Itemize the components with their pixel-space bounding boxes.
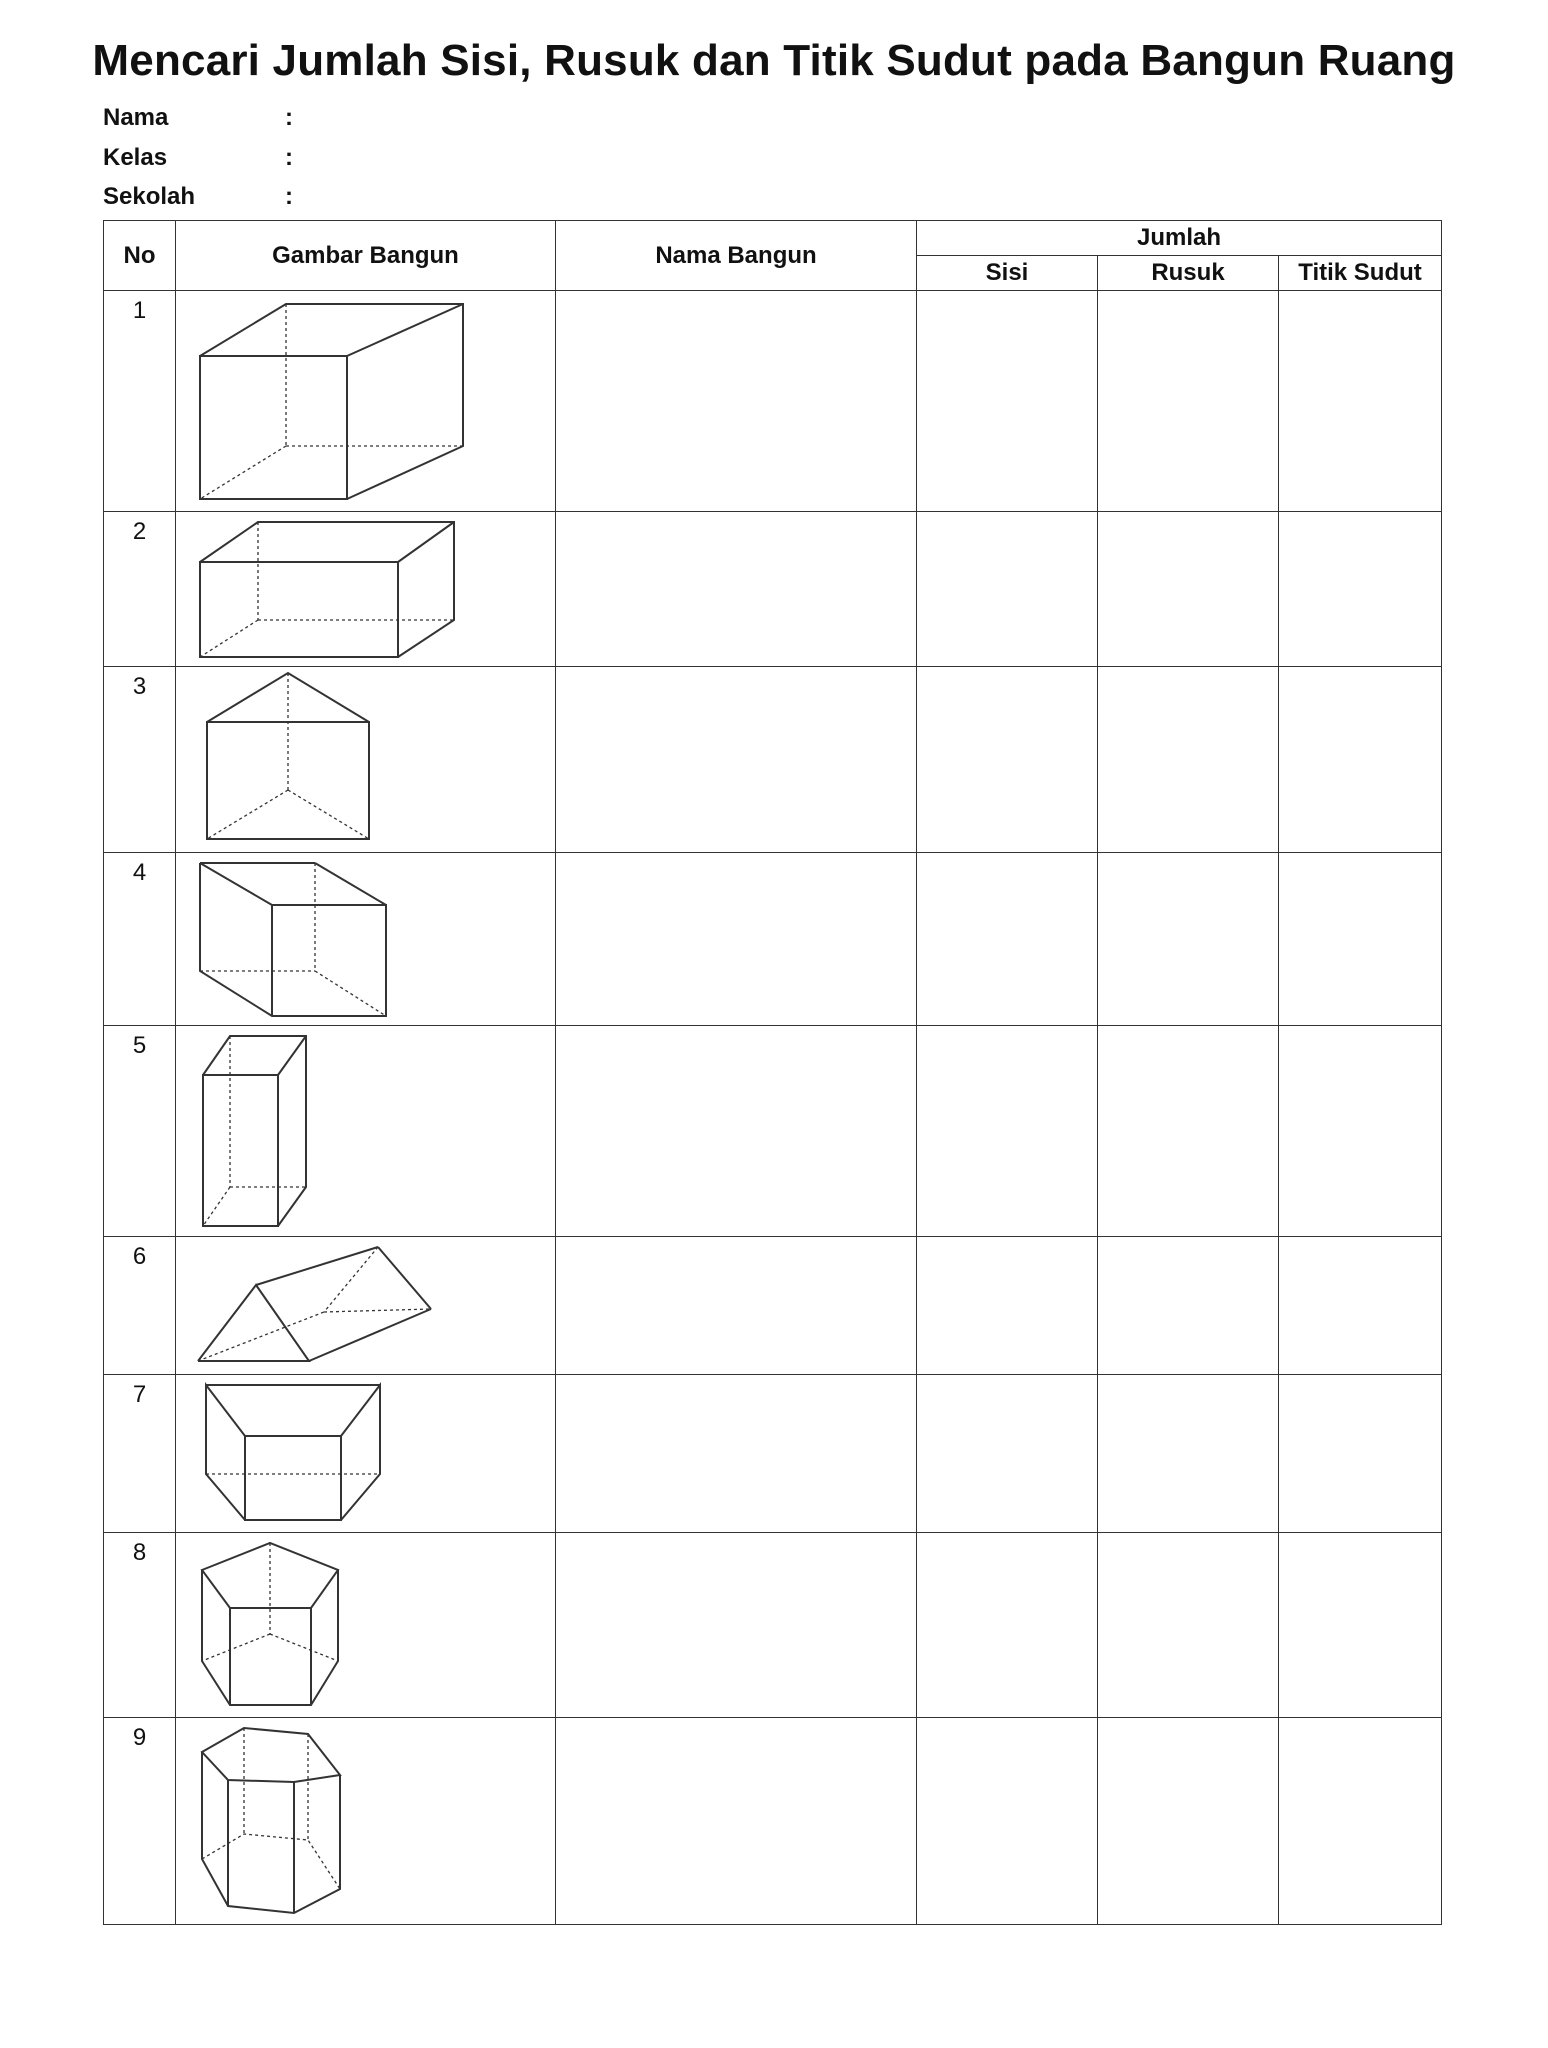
lying-triangular-prism-icon [176, 1237, 554, 1373]
nama-bangun-cell[interactable] [556, 291, 917, 512]
school-label: Sekolah [103, 183, 196, 210]
header-sisi: Sisi [917, 256, 1098, 291]
titik-sudut-cell[interactable] [1279, 291, 1442, 512]
shape-cell [176, 291, 556, 512]
nama-bangun-cell[interactable] [556, 1718, 917, 1925]
nama-bangun-cell[interactable] [556, 512, 917, 667]
rusuk-cell[interactable] [1098, 1718, 1279, 1925]
nama-bangun-cell[interactable] [556, 853, 917, 1026]
titik-sudut-cell[interactable] [1279, 512, 1442, 667]
row-number: 1 [104, 291, 176, 512]
header-rusuk: Rusuk [1098, 256, 1279, 291]
nama-bangun-cell[interactable] [556, 667, 917, 853]
row-number: 3 [104, 667, 176, 853]
table-row [104, 512, 1442, 667]
header-no: No [104, 221, 176, 291]
row-number: 8 [104, 1533, 176, 1718]
nama-bangun-cell[interactable] [556, 1237, 917, 1375]
row-number: 6 [104, 1237, 176, 1375]
rusuk-cell[interactable] [1098, 1375, 1279, 1533]
worksheet-table [103, 220, 1442, 1925]
rusuk-cell[interactable] [1098, 512, 1279, 667]
titik-sudut-cell[interactable] [1279, 667, 1442, 853]
shape-cell [176, 1237, 556, 1375]
titik-sudut-cell[interactable] [1279, 1718, 1442, 1925]
titik-sudut-cell[interactable] [1279, 853, 1442, 1026]
sisi-cell[interactable] [917, 1718, 1098, 1925]
trapezoidal-prism-icon [176, 1375, 554, 1531]
shape-cell [176, 1375, 556, 1533]
nama-bangun-cell[interactable] [556, 1375, 917, 1533]
rusuk-cell[interactable] [1098, 291, 1279, 512]
table-row [104, 1375, 1442, 1533]
table-row [104, 1026, 1442, 1237]
class-label: Kelas [103, 144, 168, 171]
rusuk-cell[interactable] [1098, 1026, 1279, 1237]
sisi-cell[interactable] [917, 1375, 1098, 1533]
hexagonal-prism-icon [176, 1718, 554, 1923]
name-label: Nama [103, 104, 169, 131]
school-colon: : [285, 183, 293, 210]
table-row [104, 667, 1442, 853]
sisi-cell[interactable] [917, 853, 1098, 1026]
header-titik-sudut: Titik Sudut [1279, 256, 1442, 291]
sisi-cell[interactable] [917, 291, 1098, 512]
school-field[interactable] [103, 183, 293, 211]
table-row [104, 1237, 1442, 1375]
table-row [104, 1533, 1442, 1718]
shape-cell [176, 1026, 556, 1237]
row-number: 4 [104, 853, 176, 1026]
name-colon: : [285, 104, 293, 131]
tall-rectangular-prism-icon [176, 1026, 554, 1235]
nama-bangun-cell[interactable] [556, 1533, 917, 1718]
sisi-cell[interactable] [917, 667, 1098, 853]
shape-cell [176, 667, 556, 853]
shape-cell [176, 853, 556, 1026]
row-number: 7 [104, 1375, 176, 1533]
shape-cell [176, 512, 556, 667]
triangular-prism-side-icon [176, 853, 554, 1024]
rusuk-cell[interactable] [1098, 853, 1279, 1026]
header-jumlah: Jumlah [917, 221, 1442, 256]
header-gambar-bangun: Gambar Bangun [176, 221, 556, 291]
rusuk-cell[interactable] [1098, 667, 1279, 853]
header-nama-bangun: Nama Bangun [556, 221, 917, 291]
triangular-prism-icon [176, 667, 554, 851]
row-number: 9 [104, 1718, 176, 1925]
table-row [104, 291, 1442, 512]
titik-sudut-cell[interactable] [1279, 1375, 1442, 1533]
pentagonal-prism-icon [176, 1533, 554, 1716]
class-colon: : [285, 144, 293, 171]
titik-sudut-cell[interactable] [1279, 1026, 1442, 1237]
row-number: 2 [104, 512, 176, 667]
cube-icon [176, 291, 554, 510]
sisi-cell[interactable] [917, 1237, 1098, 1375]
row-number: 5 [104, 1026, 176, 1237]
nama-bangun-cell[interactable] [556, 1026, 917, 1237]
shape-cell [176, 1718, 556, 1925]
rusuk-cell[interactable] [1098, 1533, 1279, 1718]
titik-sudut-cell[interactable] [1279, 1237, 1442, 1375]
titik-sudut-cell[interactable] [1279, 1533, 1442, 1718]
table-row [104, 1718, 1442, 1925]
rectangular-prism-icon [176, 512, 554, 665]
shape-cell [176, 1533, 556, 1718]
sisi-cell[interactable] [917, 1026, 1098, 1237]
table-row [104, 853, 1442, 1026]
name-field[interactable] [103, 104, 293, 132]
sisi-cell[interactable] [917, 1533, 1098, 1718]
class-field[interactable] [103, 144, 293, 172]
rusuk-cell[interactable] [1098, 1237, 1279, 1375]
sisi-cell[interactable] [917, 512, 1098, 667]
page-title: Mencari Jumlah Sisi, Rusuk dan Titik Sudut pada Bangun Ruang [92, 36, 1456, 85]
